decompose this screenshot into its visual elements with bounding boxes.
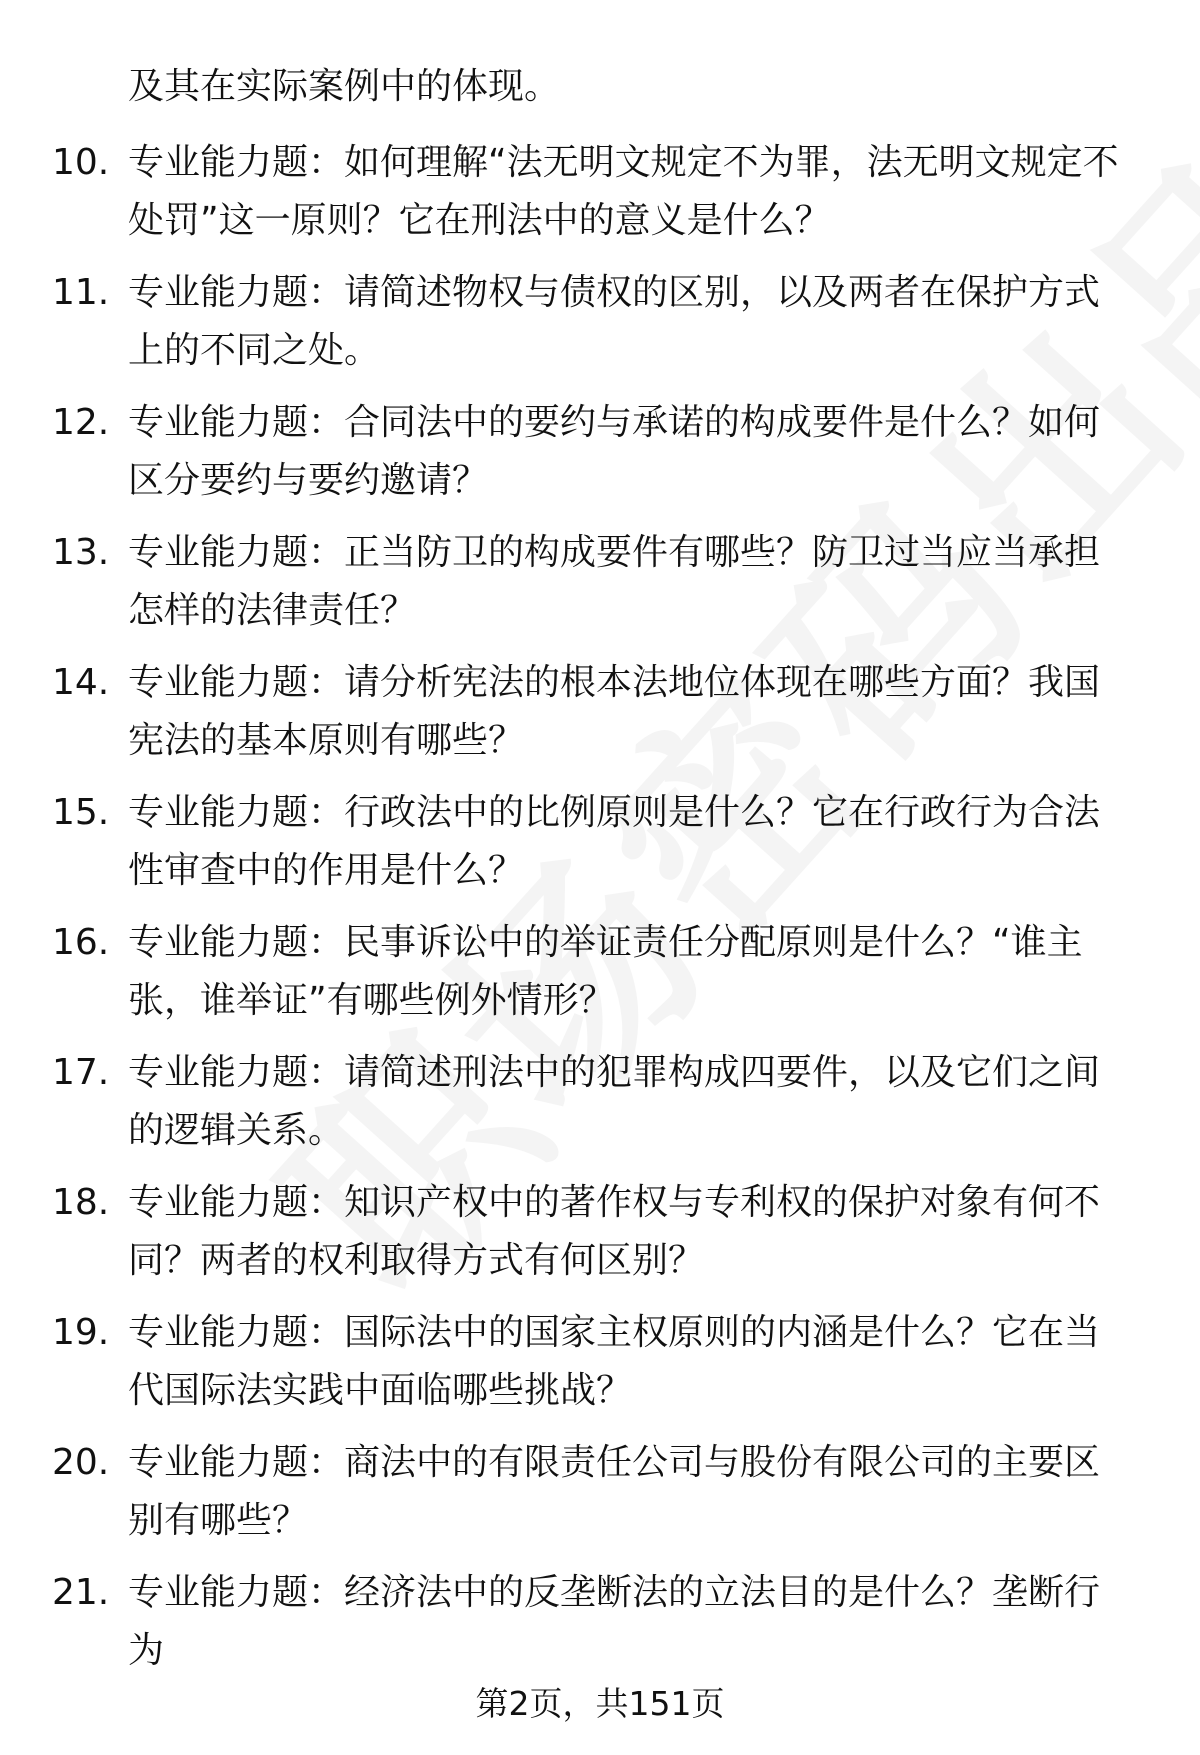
question-number: 19. — [52, 1312, 110, 1353]
question-list — [0, 134, 1200, 1694]
question-text: 专业能力题：请简述刑法中的犯罪构成四要件，以及它们之间的逻辑关系。 — [128, 1052, 1101, 1151]
page-footer: 第2页，共151页 — [475, 1684, 725, 1723]
question-item — [0, 1174, 1200, 1304]
question-text: 专业能力题：民事诉讼中的举证责任分配原则是什么？“谁主张，谁举证”有哪些例外情形？ — [128, 922, 1083, 1021]
question-item — [0, 1434, 1200, 1564]
question-item — [0, 134, 1200, 264]
question-item — [0, 264, 1200, 394]
question-item — [0, 1044, 1200, 1174]
question-item — [0, 784, 1200, 914]
question-item — [0, 524, 1200, 654]
question-number: 15. — [52, 792, 110, 833]
question-item — [0, 914, 1200, 1044]
question-item — [0, 654, 1200, 784]
question-number: 10. — [52, 142, 110, 183]
question-number: 18. — [52, 1182, 110, 1223]
question-item — [0, 394, 1200, 524]
question-text: 专业能力题：如何理解“法无明文规定不为罪，法无明文规定不处罚”这一原则？它在刑法中的意义是什么？ — [128, 142, 1119, 241]
question-text: 专业能力题：请简述物权与债权的区别，以及两者在保护方式上的不同之处。 — [128, 272, 1101, 371]
question-number: 13. — [52, 532, 110, 573]
question-number: 11. — [52, 272, 110, 313]
question-text: 专业能力题：知识产权中的著作权与专利权的保护对象有何不同？两者的权利取得方式有何区别？ — [128, 1182, 1101, 1281]
question-number: 16. — [52, 922, 110, 963]
question-item — [0, 1564, 1200, 1694]
question-number: 17. — [52, 1052, 110, 1093]
question-number: 14. — [52, 662, 110, 703]
question-text: 专业能力题：正当防卫的构成要件有哪些？防卫过当应当承担怎样的法律责任？ — [128, 532, 1101, 631]
question-number: 21. — [52, 1572, 110, 1613]
question-text: 专业能力题：行政法中的比例原则是什么？它在行政行为合法性审查中的作用是什么？ — [128, 792, 1101, 891]
question-text: 专业能力题：合同法中的要约与承诺的构成要件是什么？如何区分要约与要约邀请？ — [128, 402, 1101, 501]
question-text: 专业能力题：商法中的有限责任公司与股份有限公司的主要区别有哪些？ — [128, 1442, 1101, 1541]
question-number: 12. — [52, 402, 110, 443]
question-item — [0, 1304, 1200, 1434]
question-text: 专业能力题：经济法中的反垄断法的立法目的是什么？垄断行为 — [128, 1572, 1101, 1671]
question-number: 20. — [52, 1442, 110, 1483]
continuation-text: 及其在实际案例中的体现。 — [128, 66, 561, 107]
question-text: 专业能力题：请分析宪法的根本法地位体现在哪些方面？我国宪法的基本原则有哪些？ — [128, 662, 1101, 761]
question-text: 专业能力题：国际法中的国家主权原则的内涵是什么？它在当代国际法实践中面临哪些挑战？ — [128, 1312, 1101, 1411]
